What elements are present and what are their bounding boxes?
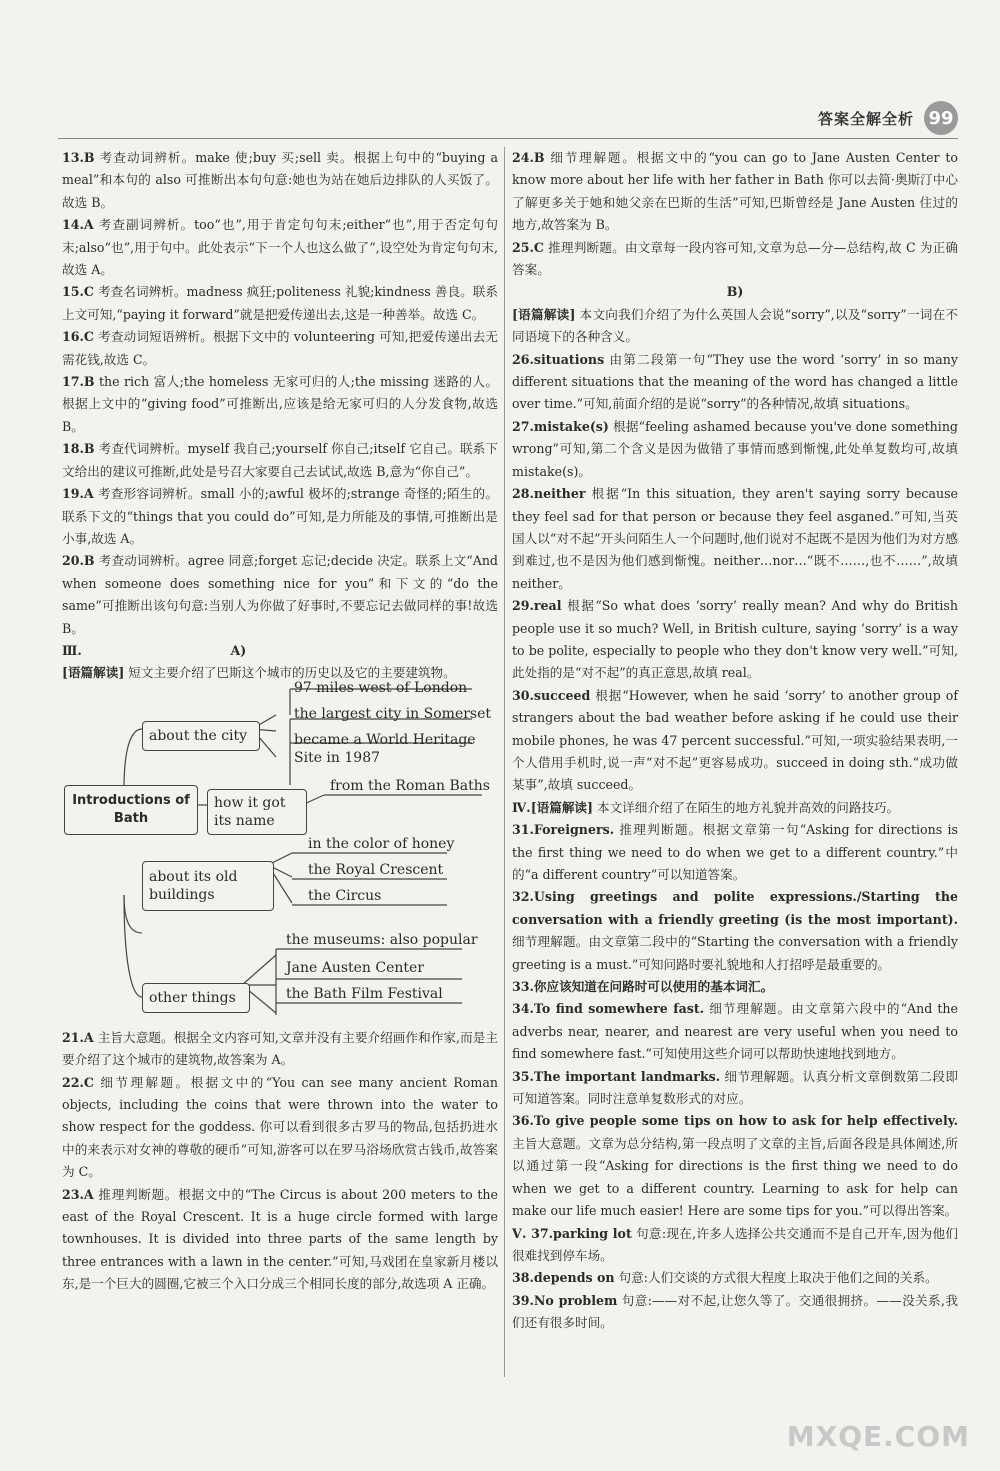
answer-number: 33.你应该知道在问路时可以使用的基本词汇。 bbox=[512, 979, 774, 995]
answer-entry bbox=[62, 147, 498, 214]
passage-b-label: [语篇解读] bbox=[512, 306, 576, 322]
answer-explanation: 细节理解题。根据文中的“You can see many ancient Roman objects, including the coins that were thrown into the water to show respect for the goddess. 你可以看到很多古罗马的物品,包括扔进水中的来表示对女神的尊敬的硬币”可知,游客可以在罗马浴场欣赏古钱币,故答案为 C。 bbox=[62, 1074, 498, 1180]
right-bottom-entries bbox=[512, 819, 958, 1334]
answer-explanation: 考查副词辨析。too“也”,用于肯定句句末;either“也”,用于否定句句末;also“也”,用于句中。此处表示“下一个人也这么做了”,设空处为肯定句句末,故选 A。 bbox=[62, 217, 498, 278]
answer-entry bbox=[512, 1290, 958, 1335]
answer-explanation: 细节理解题。根据文中的“you can go to Jane Austen Center to know more about her life with her father in Bath 你可以去简·奥斯汀中心了解更多关于她和她父亲在巴斯的生活”可知,巴斯曾经是 Jane Austen 住过的地方,故答案为 B。 bbox=[512, 150, 958, 233]
answer-number: 36.To give people some tips on how to ask for help effectively. bbox=[512, 1113, 958, 1129]
left-top-entries bbox=[62, 147, 498, 640]
answer-number: 22.C bbox=[62, 1074, 94, 1090]
section-3-part: A) bbox=[230, 642, 247, 658]
answer-explanation: 根据“In this situation, they aren't saying sorry because they feel sad for that person or because they feel asganed.”可知,当英国人以“对不起”开头问陌生人一个问题时,他们说对不起既不是因为他们为对方感到难过,也不是因为他们感到惭愧。neither…nor…“既不……,也不……”,故填 neither。 bbox=[512, 486, 958, 591]
answer-explanation: 推理判断题。根据文中的“The Circus is about 200 meters to the east of the Royal Crescent. It is a huge circle formed with large townhouses. It is divided into three parts of the same length by three entrances with a lawn in the center.”可知,马戏团在皇家新月楼以东,是一个巨大的圆圈,它被三个入口分成三个相同长度的部分,故选项 A 正确。 bbox=[62, 1186, 498, 1292]
answer-entry bbox=[62, 550, 498, 640]
section-b-heading: B) bbox=[726, 284, 744, 300]
answer-number: 35.The important landmarks. bbox=[512, 1068, 721, 1084]
answer-entry bbox=[512, 819, 958, 886]
right-column bbox=[512, 147, 958, 1335]
answer-entry bbox=[512, 147, 958, 237]
answer-number: 14.A bbox=[62, 217, 94, 233]
answer-entry bbox=[62, 438, 498, 483]
answer-number: 15.C bbox=[62, 284, 94, 300]
answer-number: 30.succeed bbox=[512, 687, 591, 703]
answer-explanation: 主旨大意题。根据全文内容可知,文章并没有主要介绍画作和作家,而是主要介绍了这个城市的建筑物,故答案为 A。 bbox=[62, 1029, 498, 1068]
answer-number: 19.A bbox=[62, 486, 94, 502]
answer-entry bbox=[512, 998, 958, 1065]
branch-old-buildings: about its old buildings bbox=[142, 861, 274, 911]
leaf-heritage-2: Site in 1987 bbox=[294, 749, 381, 766]
leaf-circus: the Circus bbox=[308, 887, 382, 904]
answer-number: 28.neither bbox=[512, 486, 586, 502]
leaf-museums: the museums: also popular bbox=[286, 931, 478, 948]
answer-entry bbox=[512, 1267, 958, 1289]
section-4-text: 本文详细介绍了在陌生的地方礼貌并高效的问路技巧。 bbox=[592, 799, 900, 815]
answer-number: 34.To find somewhere fast. bbox=[512, 1001, 705, 1017]
section-3-roman: Ⅲ. bbox=[62, 642, 82, 658]
answer-explanation: 推理判断题。根据文章第一句“Asking for directions is the first thing we need to do when we get to a different country.”中的“a different country”可以知道答案。 bbox=[512, 822, 958, 882]
section-4-roman: Ⅳ. bbox=[512, 799, 531, 815]
page-number-badge: 99 bbox=[924, 101, 958, 135]
branch-how-got-name: how it got its name bbox=[207, 789, 307, 835]
section-4-label: [语篇解读] bbox=[530, 799, 593, 815]
answer-explanation: 根据“feeling ashamed because you've done something wrong”可知,第二个含义是因为做错了事情而感到惭愧,此处单复数均可,故填 mistake(s)。 bbox=[512, 418, 958, 479]
page-header bbox=[818, 100, 958, 136]
answer-entry bbox=[512, 886, 958, 976]
passage-b-intro bbox=[512, 304, 958, 349]
answer-explanation: 考查名词辨析。madness 疯狂;politeness 礼貌;kindness 善良。联系上文可知,“paying it forward”就是把爱传递出去,这是一种善举。故选 C。 bbox=[62, 284, 498, 322]
answer-entry bbox=[62, 1027, 498, 1072]
answer-entry bbox=[62, 371, 498, 438]
answer-number: 32.Using greetings and polite expressions./Starting the conversation with a friendly greeting (is the most important). bbox=[512, 889, 958, 927]
answer-number: 25.C bbox=[512, 239, 544, 255]
answer-entry bbox=[512, 416, 958, 483]
answer-explanation: 由第二段第一句“They use the word ‘sorry’ in so many different situations that the meaning of the word has changed a little over time.”可知,前面介绍的是说“sorry”的各种情况,故填 situations。 bbox=[512, 351, 958, 412]
section-4-intro bbox=[512, 797, 958, 819]
answer-number: 16.C bbox=[62, 329, 94, 345]
answer-explanation: 细节理解题。由文章第六段中的“And the adverbs near, nearer, and nearest are very useful when you need to find somewhere fast.”可知使用这些介词可以帮助快速地找到地方。 bbox=[512, 1001, 958, 1062]
answer-explanation: 考查动词短语辨析。根据下文中的 volunteering 可知,把爱传递出去无需花钱,故选 C。 bbox=[62, 329, 498, 367]
answer-number: 13.B bbox=[62, 150, 95, 165]
answer-explanation: 句意:——对不起,让您久等了。交通很拥挤。——没关系,我们还有很多时间。 bbox=[512, 1292, 958, 1331]
header-rule bbox=[58, 138, 958, 139]
leaf-roman-baths: from the Roman Baths bbox=[330, 777, 490, 794]
answer-explanation: 句意:现在,许多人选择公共交通而不是自己开车,因为他们很难找到停车场。 bbox=[512, 1225, 958, 1263]
column-divider bbox=[504, 147, 505, 1377]
answer-explanation: 根据“However, when he said ‘sorry’ to another group of strangers about the bad weather before asking if he could use their mobile phones, he was 47 percent successful.”可知,一项实验结果表明,一个人借用手机时,说一声“对不起”更容易成功。succeed in doing sth.“成功做某事”,故填 succeed。 bbox=[512, 687, 958, 793]
leaf-largest-city: the largest city in Somerset bbox=[294, 705, 492, 722]
answer-number: 18.B bbox=[62, 441, 95, 457]
answer-entry bbox=[512, 685, 958, 797]
answer-entry bbox=[512, 483, 958, 595]
answer-entry bbox=[512, 976, 958, 998]
answer-number: 31.Foreigners. bbox=[512, 822, 615, 838]
answer-entry bbox=[512, 1066, 958, 1111]
branch-line-city bbox=[124, 729, 142, 789]
leaf-royal-crescent: the Royal Crescent bbox=[308, 861, 444, 878]
answer-explanation: the rich 富人;the homeless 无家可归的人;the missing 迷路的人。根据上文中的“giving food”可推断出,应该是给无家可归的人分发食物,故选 B。 bbox=[62, 374, 498, 434]
passage-b-text: 本文向我们介绍了为什么英国人会说“sorry”,以及“sorry”一词在不同语境下的各种含义。 bbox=[512, 306, 958, 345]
answer-entry bbox=[512, 595, 958, 685]
leaf-honey-color: in the color of honey bbox=[308, 835, 455, 852]
answer-explanation: 细节理解题。认真分析文章倒数第二段即可知道答案。同时注意单复数形式的对应。 bbox=[512, 1068, 958, 1107]
answer-number: 29.real bbox=[512, 598, 562, 614]
answer-entry bbox=[62, 281, 498, 326]
header-title: 答案全解全析 bbox=[817, 109, 914, 128]
answer-entry bbox=[62, 1072, 498, 1184]
answer-number: 39.No problem bbox=[512, 1292, 618, 1308]
passage-a-label: [语篇解读] bbox=[62, 665, 125, 681]
answer-entry bbox=[512, 349, 958, 416]
leaf-miles-west: 97 miles west of London bbox=[294, 679, 468, 696]
bath-mind-map bbox=[62, 679, 498, 1027]
answer-number: 27.mistake(s) bbox=[512, 418, 609, 434]
answer-number: 21.A bbox=[62, 1029, 94, 1045]
mind-map-root: Introductions of Bath bbox=[64, 785, 198, 835]
answer-number: Ⅴ. 37.parking lot bbox=[512, 1225, 632, 1241]
section-3-heading bbox=[62, 640, 498, 662]
passage-a-text: 短文主要介绍了巴斯这个城市的历史以及它的主要建筑物。 bbox=[124, 665, 456, 681]
branch-about-city: about the city bbox=[142, 721, 260, 751]
answer-explanation: 考查动词辨析。make 使;buy 买;sell 卖。根据上句中的“buying a meal”和本句的 also 可推断出本句句意:她也为站在她后边排队的人买饭了。故选 B。 bbox=[62, 150, 498, 210]
answer-number: 23.A bbox=[62, 1186, 94, 1202]
answer-entry bbox=[62, 483, 498, 550]
answer-explanation: 主旨大意题。文章为总分结构,第一段点明了文章的主旨,后面各段是具体阐述,所以通过第一段“Asking for directions is the first thing we need to do when we get to a different country. Learning to ask for help can make our life much easier! Here are some tips for you.”可以得出答案。 bbox=[512, 1135, 958, 1219]
answer-entry bbox=[62, 214, 498, 281]
left-column bbox=[62, 147, 498, 1296]
leaf-heritage-1: became a World Heritage bbox=[294, 731, 476, 748]
answer-entry bbox=[512, 1223, 958, 1268]
left-bottom-entries bbox=[62, 1027, 498, 1296]
answer-explanation: 考查动词辨析。agree 同意;forget 忘记;decide 决定。联系上文“And when someone does something nice for you”和下文的“do the same”可推断出该句句意:当别人为你做了好事时,不要忘记去做同样的事!故选 B。 bbox=[62, 553, 498, 636]
answer-number: 17.B bbox=[62, 374, 95, 390]
branch-line-buildings bbox=[124, 895, 142, 933]
answer-explanation: 推理判断题。由文章每一段内容可知,文章为总—分—总结构,故 C 为正确答案。 bbox=[512, 239, 958, 278]
answer-number: 38.depends on bbox=[512, 1270, 615, 1286]
right-mid-entries bbox=[512, 349, 958, 797]
branch-other-things: other things bbox=[142, 983, 250, 1013]
branch-line-other bbox=[124, 895, 142, 997]
answer-explanation: 细节理解题。由文章第二段中的“Starting the conversation with a friendly greeting is a must.”可知问路时要礼貌地和人打招呼是最重要的。 bbox=[512, 934, 958, 972]
answer-explanation: 句意:人们交谈的方式很大程度上取决于他们之间的关系。 bbox=[614, 1270, 938, 1286]
right-top-entries bbox=[512, 147, 958, 281]
watermark: MXQE.COM bbox=[786, 1420, 970, 1453]
answer-entry bbox=[62, 326, 498, 371]
answer-explanation: 考查代词辨析。myself 我自己;yourself 你自己;itself 它自己。联系下文给出的建议可推断,此处是号召大家要自己去试试,故选 B,意为“你自己”。 bbox=[62, 441, 498, 479]
answer-entry bbox=[62, 1184, 498, 1296]
answer-number: 26.situations bbox=[512, 351, 605, 367]
answer-explanation: 考查形容词辨析。small 小的;awful 极坏的;strange 奇怪的;陌生的。联系下文的“things that you could do”可知,是力所能及的事情,可推断出是小事,故选 A。 bbox=[62, 486, 498, 546]
answer-number: 20.B bbox=[62, 553, 95, 569]
answer-entry bbox=[512, 237, 958, 282]
answer-number: 24.B bbox=[512, 150, 545, 165]
leaf-film-festival: the Bath Film Festival bbox=[286, 985, 443, 1002]
answer-explanation: 根据“So what does ‘sorry’ really mean? And why do British people use it so much? Well, in British culture, saying ‘sorry’ is a way to be polite, especially to people who they don't know very well.”可知,此处指的是“对不起”的真正意思,故填 real。 bbox=[512, 598, 958, 681]
leaf-jane-austen: Jane Austen Center bbox=[286, 959, 425, 976]
answer-entry bbox=[512, 1110, 958, 1222]
